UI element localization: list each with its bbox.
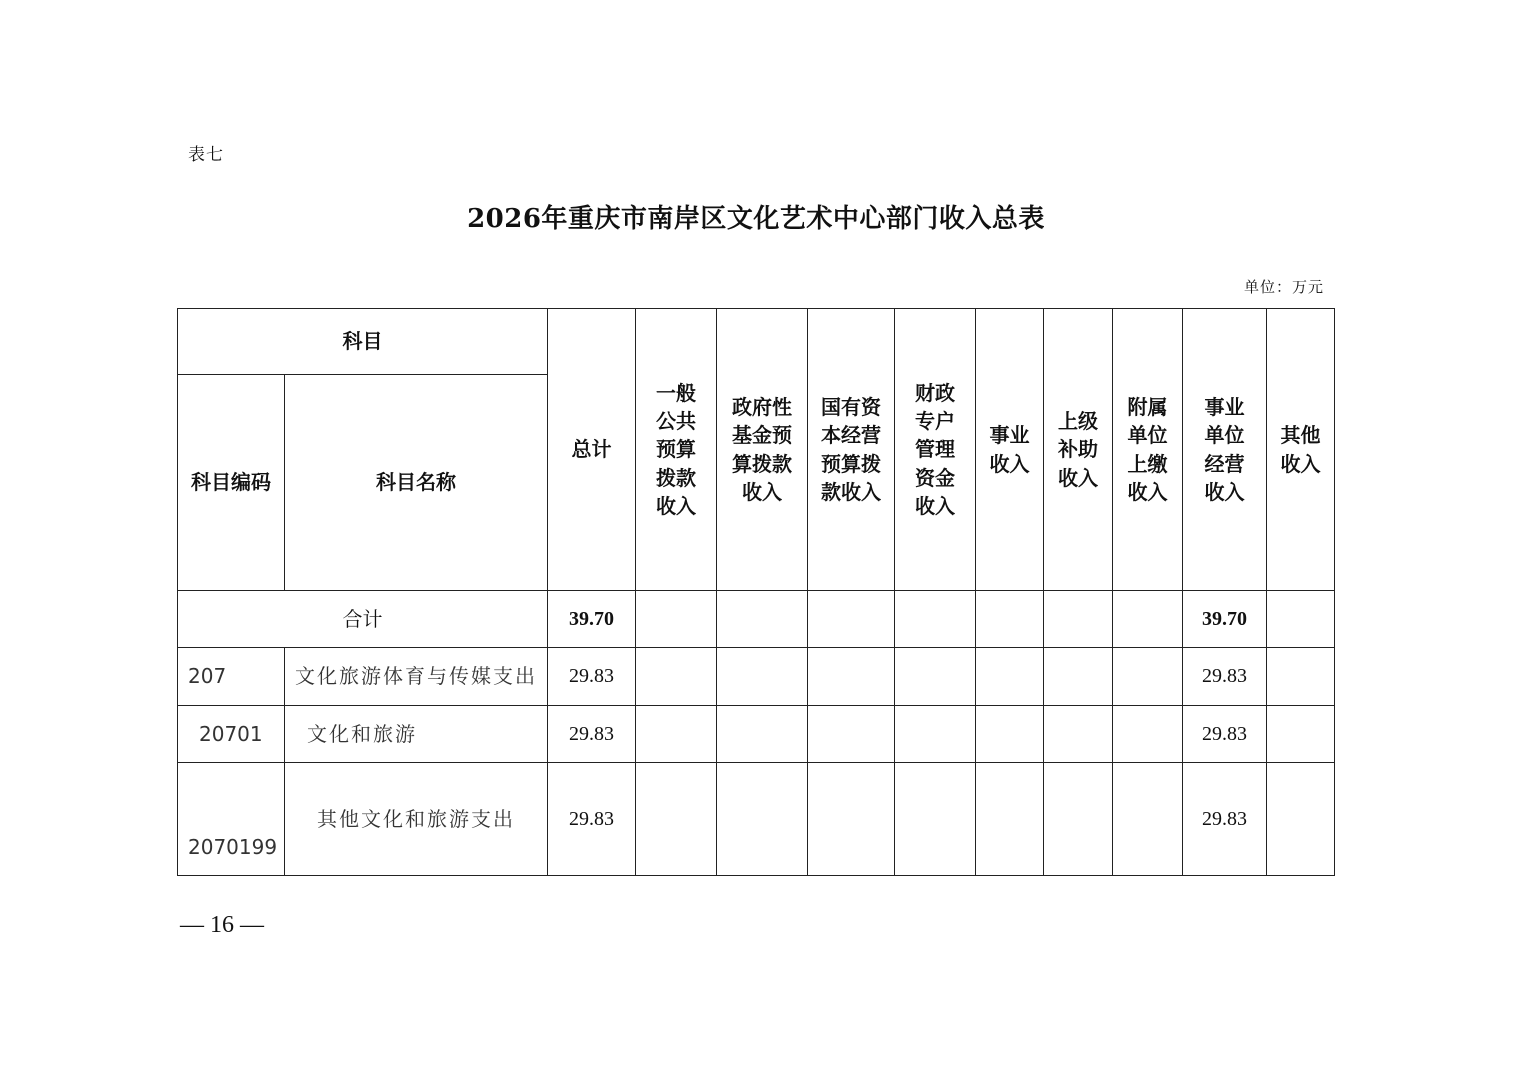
- row-code: 207: [178, 648, 285, 706]
- header-subject: 科目: [178, 309, 548, 375]
- table-cell: [1113, 706, 1183, 763]
- table-row: [178, 648, 1335, 706]
- income-summary-table: [177, 308, 1335, 876]
- table-cell: [808, 648, 895, 706]
- page-number: — 16 —: [180, 912, 264, 938]
- table-cell: [808, 591, 895, 648]
- table-cell: [636, 763, 717, 876]
- table-cell: [1267, 648, 1335, 706]
- header-affiliated-payment: 附属 单位 上缴 收入: [1113, 309, 1183, 591]
- table-cell: [895, 648, 976, 706]
- table-cell: [1044, 648, 1113, 706]
- row-code: 2070199: [178, 763, 285, 876]
- row-name: 其他文化和旅游支出: [285, 763, 548, 876]
- table-cell: [1267, 591, 1335, 648]
- table-cell: [717, 706, 808, 763]
- table-cell: [636, 706, 717, 763]
- header-state-capital: 国有资 本经营 预算拨 款收入: [808, 309, 895, 591]
- table-cell: [1044, 763, 1113, 876]
- table-cell: [717, 763, 808, 876]
- summary-label: 合计: [178, 591, 548, 648]
- table-cell: [1113, 648, 1183, 706]
- header-other-income: 其他 收入: [1267, 309, 1335, 591]
- row-business-operating: 29.83: [1183, 706, 1267, 763]
- table-cell: [808, 706, 895, 763]
- unit-label: 单位：万元: [1243, 278, 1324, 296]
- table-cell: [976, 591, 1044, 648]
- table-row: [178, 763, 1335, 876]
- row-name: 文化和旅游: [285, 706, 548, 763]
- table-cell: [1044, 591, 1113, 648]
- table-cell: [1267, 706, 1335, 763]
- row-code: 20701: [178, 706, 285, 763]
- table-cell: [1113, 763, 1183, 876]
- header-superior-subsidy: 上级 补助 收入: [1044, 309, 1113, 591]
- row-total: 29.83: [548, 706, 636, 763]
- table-label: 表七: [188, 145, 224, 165]
- row-name: 文化旅游体育与传媒支出: [285, 648, 548, 706]
- table-cell: [895, 763, 976, 876]
- row-total: 29.83: [548, 648, 636, 706]
- row-business-operating: 29.83: [1183, 763, 1267, 876]
- header-subject-code: 科目编码: [178, 375, 285, 591]
- table-cell: [808, 763, 895, 876]
- header-business-operating: 事业 单位 经营 收入: [1183, 309, 1267, 591]
- summary-total: 39.70: [548, 591, 636, 648]
- table-cell: [717, 591, 808, 648]
- header-general-budget: 一般 公共 预算 拨款 收入: [636, 309, 717, 591]
- document-title: 2026年重庆市南岸区文化艺术中心部门收入总表: [467, 204, 1045, 234]
- table-cell: [895, 706, 976, 763]
- table-cell: [976, 648, 1044, 706]
- table-cell: [1113, 591, 1183, 648]
- table-cell: [717, 648, 808, 706]
- table-cell: [636, 591, 717, 648]
- table-cell: [976, 706, 1044, 763]
- table-cell: [1267, 763, 1335, 876]
- header-business-income: 事业 收入: [976, 309, 1044, 591]
- table-cell: [976, 763, 1044, 876]
- header-subject-name: 科目名称: [285, 375, 548, 591]
- table-cell: [895, 591, 976, 648]
- table-cell: [636, 648, 717, 706]
- header-fiscal-special: 财政 专户 管理 资金 收入: [895, 309, 976, 591]
- table-row: [178, 706, 1335, 763]
- table-cell: [1044, 706, 1113, 763]
- summary-business-operating: 39.70: [1183, 591, 1267, 648]
- row-total: 29.83: [548, 763, 636, 876]
- header-total: 总计: [548, 309, 636, 591]
- header-gov-fund: 政府性 基金预 算拨款 收入: [717, 309, 808, 591]
- row-business-operating: 29.83: [1183, 648, 1267, 706]
